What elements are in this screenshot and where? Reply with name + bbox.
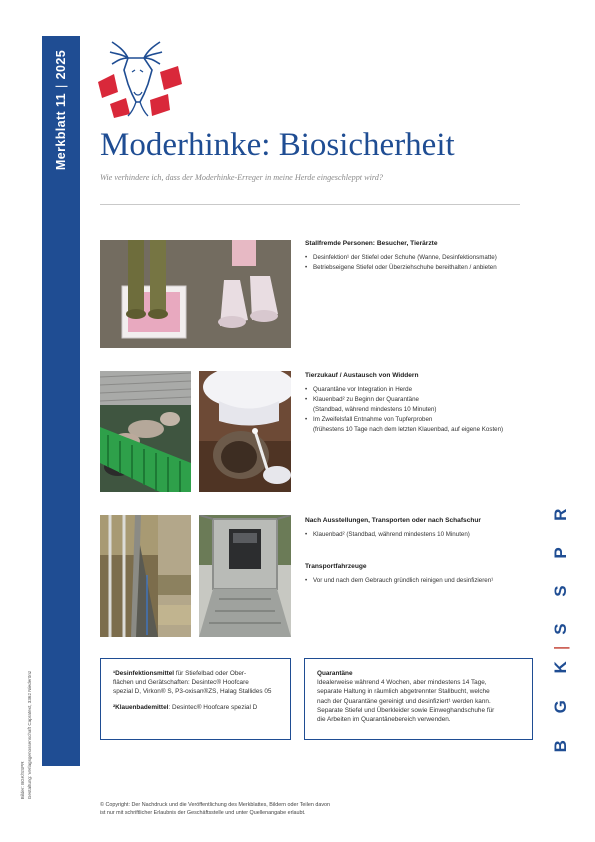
section-visitors xyxy=(305,240,545,273)
page-subtitle: Wie verhindere ich, dass der Moderhinke-Erreger in meine Herde eingeschleppt wird? xyxy=(100,173,383,182)
quarantine-line: separate Haltung in räumlich abgetrennter Stallbucht, welche xyxy=(317,688,490,696)
quarantine-title: Quarantäne xyxy=(317,670,353,677)
list-item: • Klauenbad² (Standbad, während mindestens 10 Minuten) xyxy=(305,530,545,540)
section-title: Transportfahrzeuge xyxy=(305,563,367,570)
section-transport-vehicles xyxy=(305,563,545,586)
credits-line: Gestaltung: Verlagsgenossenschaft Capratext, 3362 Niederönz xyxy=(27,670,32,800)
photo-hoof-swab xyxy=(199,371,291,492)
page-title: Moderhinke: Biosicherheit xyxy=(100,127,455,163)
ibex-logo xyxy=(98,40,188,118)
footnote-2-label: ²Klauenbademittel xyxy=(113,703,169,711)
copyright-notice xyxy=(100,801,380,817)
credits-line: Bilder: BGK/SSPR xyxy=(20,761,25,800)
list-item: • Klauenbad² zu Beginn der Quarantäne xyxy=(305,395,545,405)
footnote-2-text: : Desintec® Hoofcare spezial D xyxy=(168,703,258,711)
quarantine-line: die Arbeiten im Quarantänebereich verwenden. xyxy=(317,716,451,724)
photo-foot-bath xyxy=(100,515,191,637)
list-item-continuation: (Standbad, während mindestens 10 Minuten) xyxy=(313,406,437,413)
photo-transport-trailer xyxy=(199,515,291,637)
brand-divider: | xyxy=(551,634,570,651)
list-item: • Desinfektion¹ der Stiefel oder Schuhe (Wanne, Desinfektionsmatte) xyxy=(305,253,545,263)
copyright-line: © Copyright: Der Nachdruck und die Veröffentlichung des Merkblattes, Bildern oder Teilen davon xyxy=(100,802,331,808)
list-item-continuation: (frühestens 10 Tage nach dem letzten Klauenbad, auf eigene Kosten) xyxy=(313,426,504,433)
quarantine-box xyxy=(304,658,533,740)
merkblatt-number: Merkblatt 11 xyxy=(54,93,68,171)
section-animal-purchase xyxy=(305,372,545,435)
list-item: • Im Zweifelsfall Entnahme von Tupferproben xyxy=(305,415,545,425)
list-item: • Quarantäne vor Integration in Herde xyxy=(305,385,545,395)
separator: | xyxy=(54,84,68,89)
quarantine-line: Idealerweise während 4 Wochen, aber mindestens 14 Tage, xyxy=(317,679,487,687)
section-after-exhibitions xyxy=(305,517,545,540)
quarantine-line: nach der Quarantäne gereinigt und desinfiziert¹ werden kann. xyxy=(317,697,491,705)
footnote-1-label: ¹Desinfektionsmittel xyxy=(113,670,175,677)
footnote-box-disinfectants xyxy=(100,658,291,740)
brand-left: B G K xyxy=(551,650,570,753)
brand-mark xyxy=(551,498,571,753)
list-item: • Betriebseigene Stiefel oder Überziehschuhe bereithalten / anbieten xyxy=(305,263,545,273)
photo-boots-disinfection xyxy=(100,240,291,348)
section-title: Tierzukauf / Austausch von Widdern xyxy=(305,372,419,379)
section-title: Stallfremde Personen: Besucher, Tierärzte xyxy=(305,240,438,247)
photo-sheep-pen xyxy=(100,371,191,492)
merkblatt-year: 2025 xyxy=(54,49,68,80)
copyright-line: ist nur mit schriftlicher Erlaubnis der Geschäftsstelle und unter Quellenangabe erlaubt. xyxy=(100,810,306,816)
list-item: • Vor und nach dem Gebrauch gründlich reinigen und desinfizieren¹ xyxy=(305,576,545,586)
brand-right: S S P R xyxy=(551,497,570,635)
footnote-1-text: für Stiefelbad oder Ober- xyxy=(174,670,247,677)
section-title: Nach Ausstellungen, Transporten oder nach Schafschur xyxy=(305,517,481,524)
sidebar-label xyxy=(54,50,68,170)
footnote-1-line3: spezial D, Virkon® S, P3-oxisan®ZS, Halag Stallides 05 xyxy=(113,688,272,696)
image-credits xyxy=(19,671,33,799)
quarantine-line: Separate Stiefel und Überkleider sowie Einweghandschuhe für xyxy=(317,706,495,714)
footnote-1-line2: flächen und Gerätschaften: Desintec® Hoofcare xyxy=(113,679,249,687)
divider xyxy=(100,204,520,205)
